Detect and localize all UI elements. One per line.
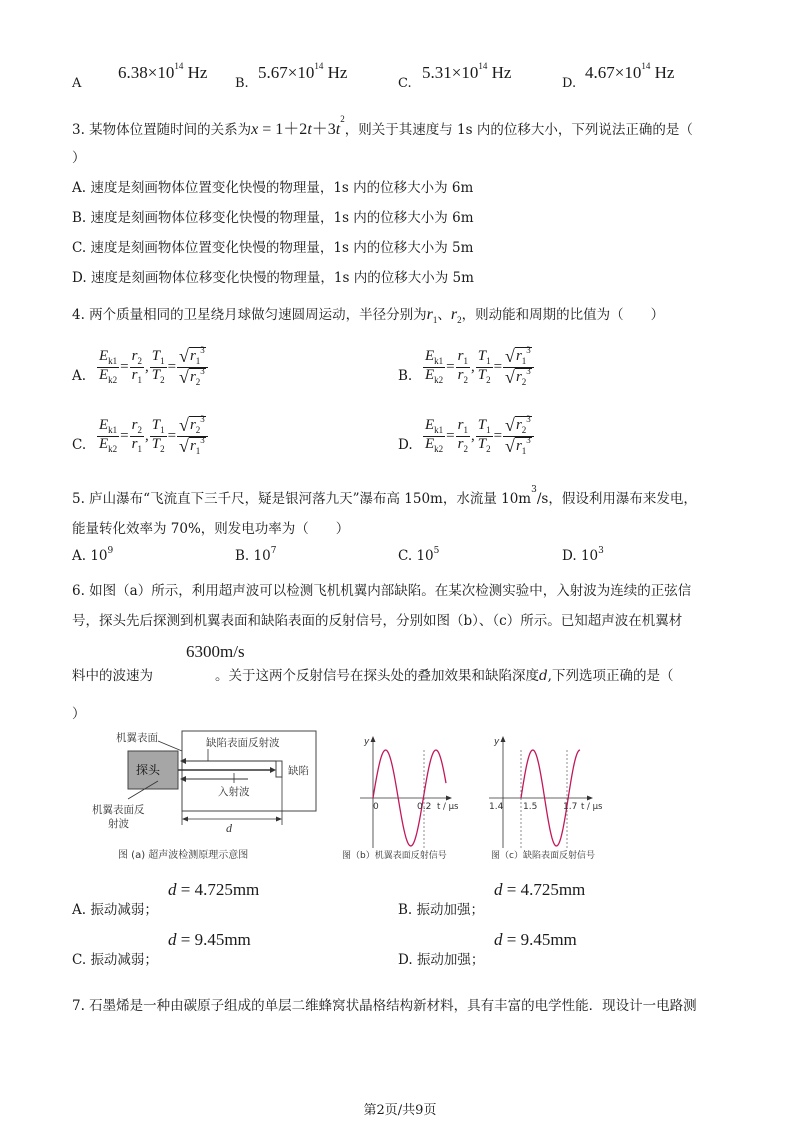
q2-option-a-letter: A bbox=[72, 76, 82, 91]
figure-c-defect-signal bbox=[485, 730, 620, 865]
q6-stem-line1: 6. 如图（a）所示，利用超声波可以检测飞机机翼内部缺陷。在某次检测实验中，入射波为连续的正弦信 bbox=[72, 583, 692, 599]
q6-stem-line3: 料中的波速为 。关于这两个反射信号在探头处的叠加效果和缺陷深度d,下列选项正确的是（ bbox=[72, 668, 674, 684]
q2-option-b-letter: B. bbox=[235, 76, 249, 91]
fig-b-tick-02: 0.2 bbox=[417, 802, 432, 812]
q6-option-d-formula: d = 9.45mm bbox=[494, 930, 577, 949]
figure-b-surface-signal bbox=[340, 730, 475, 865]
label-d: d bbox=[226, 821, 232, 835]
q6-stem-line2: 号，探头先后探测到机翼表面和缺陷表面的反射信号，分别如图（b）、（c）所示。已知超声波在机翼材 bbox=[72, 613, 683, 629]
q4-option-c-formula: $\frac{E_{k1}}{E_{k2}}$ = $\frac{r_2}{r_1}$ , $\frac{T_1}{T_2}$ = √ $r_2^3$ √ $r_1^3$ bbox=[96, 416, 209, 457]
q6-stem-line4: ） bbox=[72, 706, 86, 722]
q4-option-c-letter: C. bbox=[72, 437, 87, 453]
label-defect: 缺陷 bbox=[288, 765, 309, 777]
q4-option-b-formula: $\frac{E_{k1}}{E_{k2}}$ = $\frac{r_1}{r_2}$ , $\frac{T_1}{T_2}$ = √ $r_1^3$ √ $r_2^3$ bbox=[422, 347, 535, 388]
figure-a-caption: 图 (a) 超声波检测原理示意图 bbox=[118, 850, 249, 861]
page-footer: 第2页/共9页 bbox=[363, 1103, 437, 1118]
q5-stem-line1: 5. 庐山瀑布“飞流直下三千尺，疑是银河落九天”瀑布高 150m，水流量 $10m^3/s$，假设利用瀑布来发电， bbox=[72, 485, 697, 507]
q6-option-c-formula: d = 9.45mm bbox=[168, 930, 251, 949]
q3-stem-close: ） bbox=[72, 150, 86, 166]
fig-c-y-label: y bbox=[494, 737, 500, 747]
q5-option-a: A. $10^9$ bbox=[72, 546, 114, 564]
fig-b-x-label: t / μs bbox=[437, 802, 459, 812]
q2-option-c-letter: C. bbox=[398, 76, 412, 91]
defect-rect bbox=[276, 761, 282, 777]
label-incident-wave: 入射波 bbox=[218, 786, 250, 798]
q5-option-c: C. $10^5$ bbox=[398, 546, 440, 564]
q6-option-b: B. 振动加强； bbox=[398, 902, 485, 918]
q3-option-c: C. 速度是刻画物体位置变化快慢的物理量，1s 内的位移大小为 5m bbox=[72, 240, 474, 256]
q6-option-a: A. 振动减弱； bbox=[72, 902, 158, 918]
q2-option-d-letter: D. bbox=[562, 76, 577, 91]
figure-c-caption: 图（c）缺陷表面反射信号 bbox=[491, 851, 595, 861]
fig-b-y-label: y bbox=[364, 737, 370, 747]
q7-stem-line1: 7. 石墨烯是一种由碳原子组成的单层二维蜂窝状晶格结构新材料，具有丰富的电学性能．现设计一电路测 bbox=[72, 998, 697, 1014]
q4-stem: 4. 两个质量相同的卫星绕月球做匀速圆周运动，半径分别为$r_1$、$r_2$，则动能和周期的比值为（ ） bbox=[72, 306, 665, 326]
q4-option-d-letter: D. bbox=[398, 437, 413, 453]
fig-c-tick-15: 1.5 bbox=[523, 802, 538, 812]
q6-option-c: C. 振动减弱； bbox=[72, 952, 158, 968]
q6-option-b-formula: d = 4.725mm bbox=[494, 880, 586, 899]
q4-option-b-letter: B. bbox=[398, 368, 413, 384]
fig-b-tick-0: 0 bbox=[373, 802, 379, 812]
label-surface-reflect-1: 机翼表面反 bbox=[92, 804, 145, 816]
figure-a-ultrasonic-diagram bbox=[88, 725, 338, 865]
q5-option-d: D. $10^3$ bbox=[562, 546, 604, 564]
label-wing-surface: 机翼表面 bbox=[116, 732, 158, 744]
q3-stem: 3. 某物体位置随时间的关系为$x = 1+2t+3t^2$，则关于其速度与 1s 内的位移大小，下列说法正确的是（ bbox=[72, 114, 693, 138]
q2-option-c-value: $5.31\times 10^{14}$ Hz bbox=[422, 61, 512, 82]
q5-stem-line2: 能量转化效率为 70%，则发电功率为（ ） bbox=[72, 521, 350, 537]
q4-option-d-formula: $\frac{E_{k1}}{E_{k2}}$ = $\frac{r_1}{r_2}$ , $\frac{T_1}{T_2}$ = √ $r_2^3$ √ $r_1^3$ bbox=[422, 416, 535, 457]
fig-c-tick-17: 1.7 bbox=[563, 802, 578, 812]
q3-option-d: D. 速度是刻画物体位移变化快慢的物理量，1s 内的位移大小为 5m bbox=[72, 270, 474, 286]
label-defect-reflect: 缺陷表面反射波 bbox=[206, 737, 280, 749]
q2-option-d-value: $4.67\times 10^{14}$ Hz bbox=[585, 61, 675, 82]
q3-option-a: A. 速度是刻画物体位置变化快慢的物理量，1s 内的位移大小为 6m bbox=[72, 180, 474, 196]
fig-c-tick-14: 1.4 bbox=[489, 802, 504, 812]
q4-option-a-letter: A. bbox=[72, 368, 87, 384]
q2-option-b-value: $5.67\times 10^{14}$ Hz bbox=[258, 61, 348, 82]
fig-c-x-label: t / μs bbox=[581, 802, 603, 812]
figure-b-caption: 图（b）机翼表面反射信号 bbox=[342, 851, 447, 861]
q3-option-b: B. 速度是刻画物体位移变化快慢的物理量，1s 内的位移大小为 6m bbox=[72, 210, 474, 226]
q5-option-b: B. $10^7$ bbox=[235, 546, 277, 564]
q6-option-d: D. 振动加强； bbox=[398, 952, 485, 968]
q6-speed-value: 6300m/s bbox=[186, 642, 245, 661]
q6-option-a-formula: d = 4.725mm bbox=[168, 880, 260, 899]
q2-option-a-value: $6.38\times 10^{14}$ Hz bbox=[118, 61, 208, 82]
label-probe: 探头 bbox=[136, 763, 161, 777]
q4-option-a-formula: $\frac{E_{k1}}{E_{k2}}$ = $\frac{r_2}{r_1}$ , $\frac{T_1}{T_2}$ = √ $r_1^3$ √ $r_2^3$ bbox=[96, 347, 209, 388]
label-surface-reflect-2: 射波 bbox=[108, 818, 129, 830]
